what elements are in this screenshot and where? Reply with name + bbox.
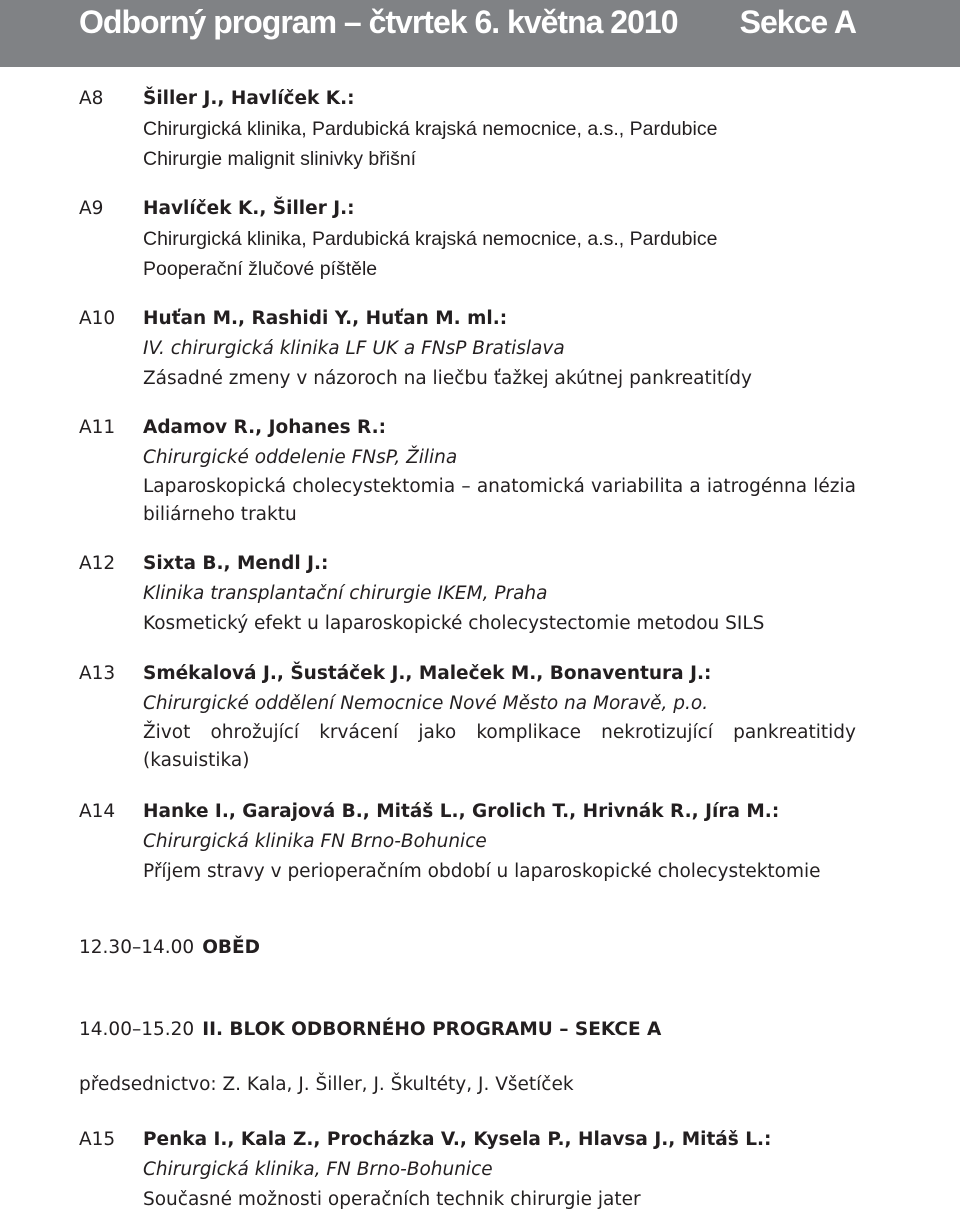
entry-code: A12 bbox=[79, 553, 116, 574]
entry-content bbox=[143, 1125, 856, 1215]
entry-code: A15 bbox=[79, 1129, 116, 1150]
entry-content bbox=[143, 304, 856, 394]
lunch-time: 12.30–14.00 bbox=[79, 937, 195, 958]
entry-authors: Smékalová J., Šustáček J., Maleček M., Bonaventura J.: bbox=[143, 663, 712, 684]
entry-code: A13 bbox=[79, 663, 116, 684]
entry-affiliation: Chirurgická klinika, FN Brno-Bohunice bbox=[143, 1159, 493, 1180]
entry-content bbox=[143, 84, 856, 174]
entry-content bbox=[143, 549, 856, 639]
entry-content bbox=[143, 413, 856, 529]
entry-authors: Huťan M., Rashidi Y., Huťan M. ml.: bbox=[143, 308, 508, 329]
entry-code: A8 bbox=[79, 88, 104, 109]
entry-affiliation: Klinika transplantační chirurgie IKEM, Praha bbox=[143, 583, 548, 604]
entry-title: Laparoskopická cholecystektomia – anatomická variabilita a iatrogénna lézia biliárneho traktu bbox=[143, 476, 856, 525]
entry-affiliation: Chirurgické oddelenie FNsP, Žilina bbox=[143, 447, 458, 468]
block-time: 14.00–15.20 bbox=[79, 1019, 195, 1040]
entry-title: Zásadné zmeny v názoroch na liečbu ťažkej akútnej pankreatitídy bbox=[143, 368, 752, 389]
entry-title: Současné možnosti operačních technik chirurgie jater bbox=[143, 1189, 641, 1210]
entry-affiliation: Chirurgická klinika, Pardubická krajská nemocnice, a.s., Pardubice bbox=[143, 228, 718, 250]
entry-authors: Penka I., Kala Z., Procházka V., Kysela P., Hlavsa J., Mitáš L.: bbox=[143, 1129, 772, 1150]
lunch-row bbox=[79, 933, 260, 963]
entry-title: Chirurgie malignit slinivky břišní bbox=[143, 148, 417, 170]
entry-code: A14 bbox=[79, 801, 116, 822]
entry-code: A11 bbox=[79, 417, 116, 438]
entry-content bbox=[143, 797, 856, 887]
chair-line: předsednictvo: Z. Kala, J. Šiller, J. Škultéty, J. Všetíček bbox=[79, 1074, 574, 1095]
section-label: Sekce A bbox=[739, 4, 856, 40]
entry-title: Kosmetický efekt u laparoskopické cholecystectomie metodou SILS bbox=[143, 613, 765, 634]
entry-content bbox=[143, 659, 856, 775]
entry-title: Příjem stravy v perioperačním období u laparoskopické cholecystektomie bbox=[143, 861, 821, 882]
entry-affiliation: IV. chirurgická klinika LF UK a FNsP Bratislava bbox=[143, 338, 565, 359]
entry-content bbox=[143, 194, 856, 284]
entry-affiliation: Chirurgické oddělení Nemocnice Nové Město na Moravě, p.o. bbox=[143, 693, 709, 714]
entry-authors: Adamov R., Johanes R.: bbox=[143, 417, 387, 438]
entry-code: A9 bbox=[79, 198, 104, 219]
entry-affiliation: Chirurgická klinika FN Brno-Bohunice bbox=[143, 831, 487, 852]
entry-authors: Šiller J., Havlíček K.: bbox=[143, 88, 355, 109]
entry-authors: Havlíček K., Šiller J.: bbox=[143, 198, 355, 219]
page-title: Odborný program – čtvrtek 6. května 2010 bbox=[79, 4, 678, 40]
entry-title: Pooperační žlučové píštěle bbox=[143, 258, 378, 280]
entry-authors: Sixta B., Mendl J.: bbox=[143, 553, 329, 574]
entry-code: A10 bbox=[79, 308, 116, 329]
lunch-label: OBĚD bbox=[202, 937, 261, 958]
entry-affiliation: Chirurgická klinika, Pardubická krajská nemocnice, a.s., Pardubice bbox=[143, 118, 718, 140]
block-title: II. BLOK ODBORNÉHO PROGRAMU – SEKCE A bbox=[202, 1019, 662, 1040]
block-row bbox=[79, 1015, 661, 1045]
entry-authors: Hanke I., Garajová B., Mitáš L., Grolich T., Hrivnák R., Jíra M.: bbox=[143, 801, 780, 822]
entry-title: Život ohrožující krvácení jako komplikace nekrotizující pankreatitidy (kasuistika) bbox=[143, 722, 856, 771]
page-header bbox=[0, 0, 960, 67]
